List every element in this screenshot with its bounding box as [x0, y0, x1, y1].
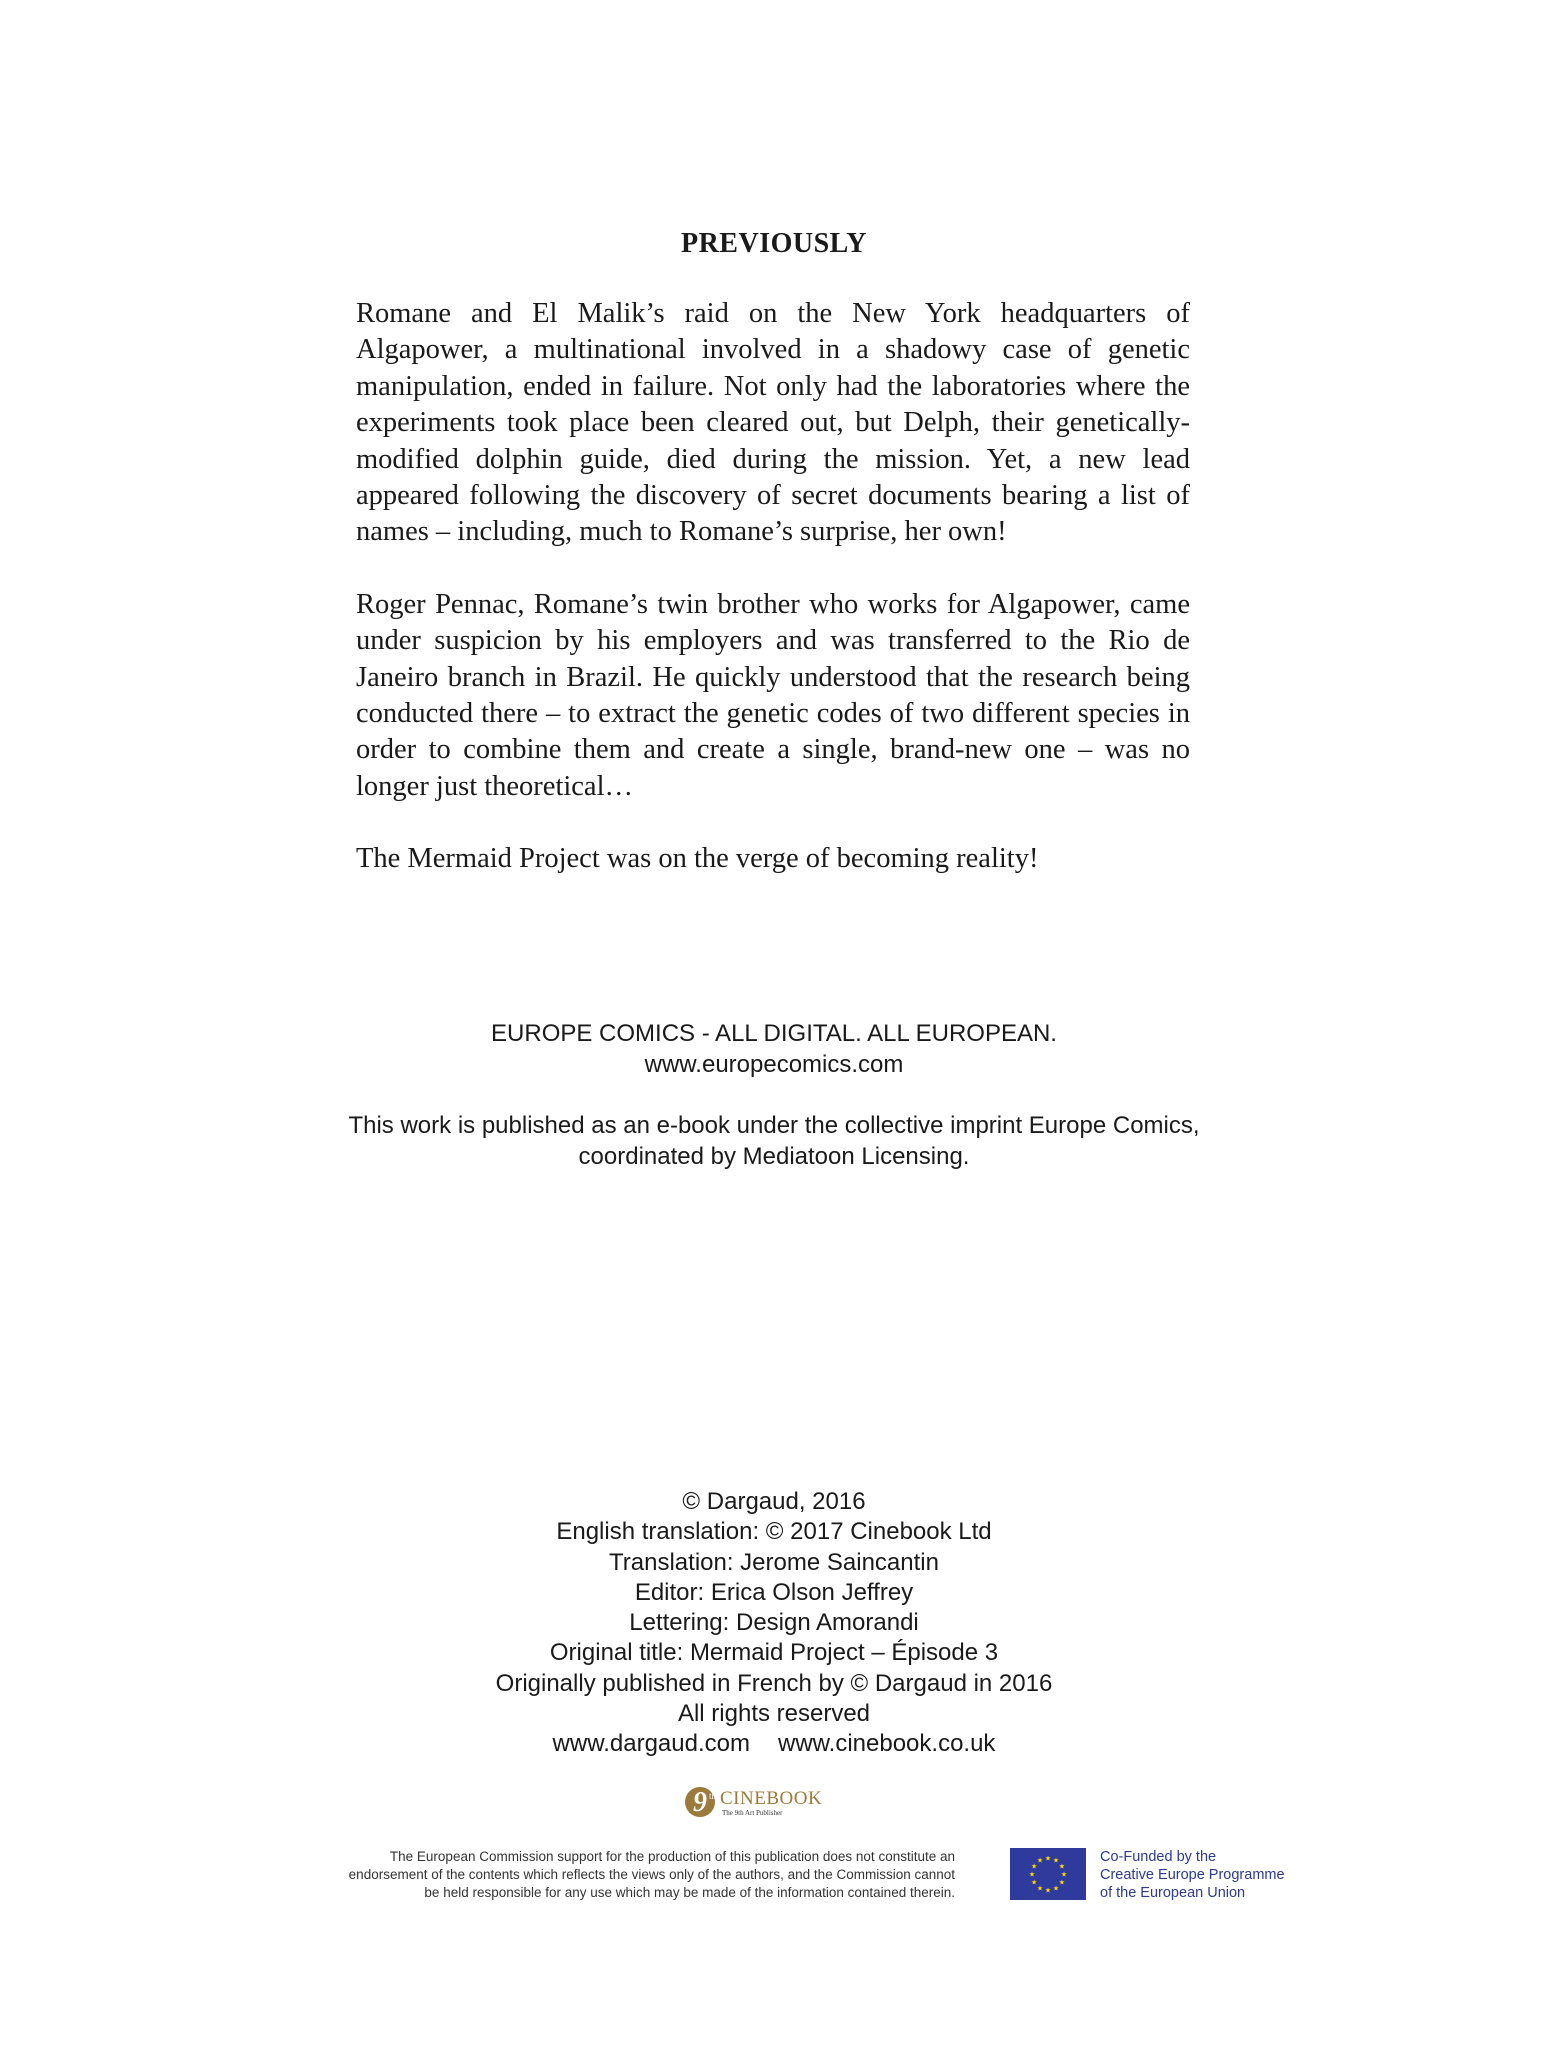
eu-flag-icon — [1010, 1848, 1086, 1900]
eu-cofunded-text — [1100, 1848, 1285, 1902]
eu-star-icon: ★ — [1044, 1886, 1052, 1895]
eu-star-icon: ★ — [1058, 1862, 1066, 1871]
logo-number: 9 — [693, 1787, 707, 1818]
eu-star-icon: ★ — [1058, 1878, 1066, 1887]
eu-star-icon: ★ — [1030, 1862, 1038, 1871]
credits-block — [0, 1487, 1548, 1760]
credit-urls — [0, 1729, 1548, 1759]
credit-line: Lettering: Design Amorandi — [629, 1609, 919, 1637]
imprint-notice-line: This work is published as an e-book under the collective imprint Europe Comics, — [348, 1112, 1200, 1139]
imprint-block — [0, 1018, 1548, 1172]
dargaud-link[interactable]: www.dargaud.com — [552, 1730, 750, 1758]
eu-star-icon: ★ — [1052, 1856, 1060, 1865]
credit-line: Editor: Erica Olson Jeffrey — [634, 1578, 914, 1606]
imprint-website-link[interactable]: www.europecomics.com — [644, 1051, 904, 1078]
eu-disclaimer — [200, 1848, 955, 1902]
summary-text — [356, 296, 1190, 914]
credit-line: Originally published in French by © Dargaud in 2016 — [495, 1669, 1053, 1697]
eu-star-icon: ★ — [1036, 1884, 1044, 1893]
disclaimer-line: be held responsible for any use which may be made of the information contained therein. — [424, 1885, 955, 1900]
credit-line: © Dargaud, 2016 — [682, 1488, 866, 1515]
eu-star-icon: ★ — [1044, 1854, 1052, 1863]
eu-star-icon: ★ — [1052, 1884, 1060, 1893]
eu-star-icon: ★ — [1036, 1856, 1044, 1865]
disclaimer-line: The European Commission support for the production of this publication does not constitute an — [389, 1849, 955, 1864]
eu-text-line: of the European Union — [1100, 1885, 1246, 1901]
imprint-notice-line: coordinated by Mediatoon Licensing. — [578, 1143, 970, 1170]
logo-tagline: The 9th Art Publisher — [722, 1809, 783, 1817]
logo-name: CINEBOOK — [720, 1788, 823, 1809]
eu-text-line: Co-Funded by the — [1100, 1849, 1217, 1865]
logo-suffix: th — [709, 1791, 717, 1801]
credit-line: English translation: © 2017 Cinebook Ltd — [556, 1518, 992, 1546]
cinebook-link[interactable]: www.cinebook.co.uk — [777, 1730, 996, 1758]
imprint-tagline: EUROPE COMICS - ALL DIGITAL. ALL EUROPEAN. — [491, 1020, 1057, 1047]
page-title: PREVIOUSLY — [680, 228, 867, 259]
summary-paragraph: Romane and El Malik’s raid on the New York headquarters of Algapower, a multinational involved in a shadowy case of genetic manipulation, ended in failure. Not only had the laboratories where the experiments took place been cleared out, but Delph, their genetically-modified dolphin guide, died during the mission. Yet, a new lead appeared following the discovery of secret documents bearing a list of names – including, much to Romane’s surprise, her own! — [356, 298, 1190, 548]
cinebook-logo — [682, 1782, 862, 1822]
credit-line: Translation: Jerome Saincantin — [609, 1548, 939, 1576]
eu-text-line: Creative Europe Programme — [1100, 1867, 1285, 1883]
eu-star-icon: ★ — [1028, 1870, 1036, 1879]
summary-paragraph: The Mermaid Project was on the verge of becoming reality! — [356, 843, 1039, 875]
eu-star-icon: ★ — [1030, 1878, 1038, 1887]
summary-paragraph: Roger Pennac, Romane’s twin brother who works for Algapower, came under suspicion by his employers and was transferred to the Rio de Janeiro branch in Brazil. He quickly understood that the research being conducted there – to extract the genetic codes of two different species in order to combine them and create a single, brand-new one – was no longer just theoretical… — [356, 588, 1190, 802]
spacer — [0, 1080, 1548, 1110]
disclaimer-line: endorsement of the contents which reflects the views only of the authors, and the Commission cannot — [348, 1867, 955, 1882]
credit-line: Original title: Mermaid Project – Épisode 3 — [549, 1639, 999, 1667]
eu-star-icon: ★ — [1060, 1870, 1068, 1879]
credit-line: All rights reserved — [677, 1700, 871, 1728]
